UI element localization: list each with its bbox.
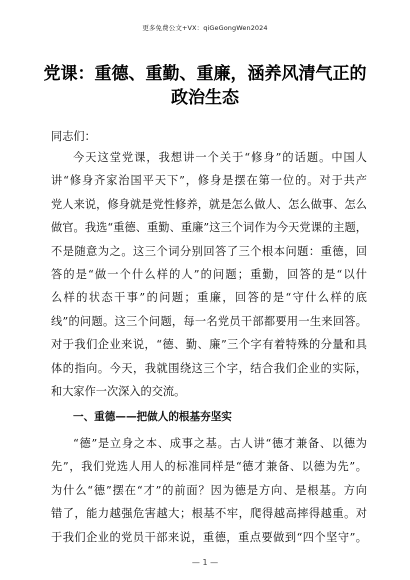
text-line: 于我们企业的党员干部来说，重德，重点要做到“四个坚守”。	[51, 530, 367, 544]
title-line: 党课：重德、重勤、重廉，涵养风清气正的	[43, 64, 367, 84]
text-line: 不是随意为之。这三个词分别回答了三个根本问题：重德，回	[51, 244, 367, 258]
text-line: 线”的问题。这三个问题，每一名党员干部都要用一生来回答。	[51, 314, 367, 328]
section-heading-block	[51, 406, 367, 429]
page-number: — 1 —	[191, 558, 219, 567]
section-heading: 一、重德——把做人的根基夯坚实	[73, 411, 232, 423]
paragraph-de	[51, 432, 367, 549]
text-line: 么样的状态干事”的问题；重廉，回答的是“守什么样的底	[51, 291, 367, 305]
text-line: 体的指向。今天，我就围绕这三个字，结合我们企业的实际，	[51, 361, 367, 375]
text-line: 对于我们企业来说，“德、勤、廉”三个字有着特殊的分量和具	[51, 338, 367, 352]
text-line: 党人来说，修身就是党性修养，就是怎么做人、怎么做事、怎么	[51, 197, 367, 211]
text-line: 为什么“德”摆在“才”的前面？因为德是方向、是根基。方向	[51, 483, 367, 497]
document-title	[40, 62, 370, 110]
text-line: 答的是“做一个什么样的人”的问题；重勤，回答的是“以什	[51, 268, 367, 282]
text-line: 和大家作一次深入的交流。	[51, 385, 186, 399]
text-line: 先”，我们党选人用人的标准同样是“德才兼备、以德为先”。	[51, 460, 367, 474]
text-line: 讲“修身齐家治国平天下”，修身是摆在第一位的。对于共产	[51, 174, 367, 188]
header-note: 更多免费公文+VX：qiGeGongWen2024	[142, 24, 268, 32]
text-line: “德”是立身之本、成事之基。古人讲“德才兼备、以德为	[73, 437, 367, 450]
text-line: 今天这堂党课，我想讲一个关于“修身”的话题。中国人	[73, 151, 367, 164]
paragraph-intro	[51, 146, 367, 403]
title-line: 政治生态	[171, 88, 239, 108]
text-line: 错了，能力越强危害越大；根基不牢，爬得越高摔得越重。对	[51, 507, 367, 521]
salutation: 同志们：	[51, 130, 96, 143]
text-line: 做官。我选“重德、重勤、重廉”这三个词作为今天党课的主题，	[51, 221, 367, 235]
